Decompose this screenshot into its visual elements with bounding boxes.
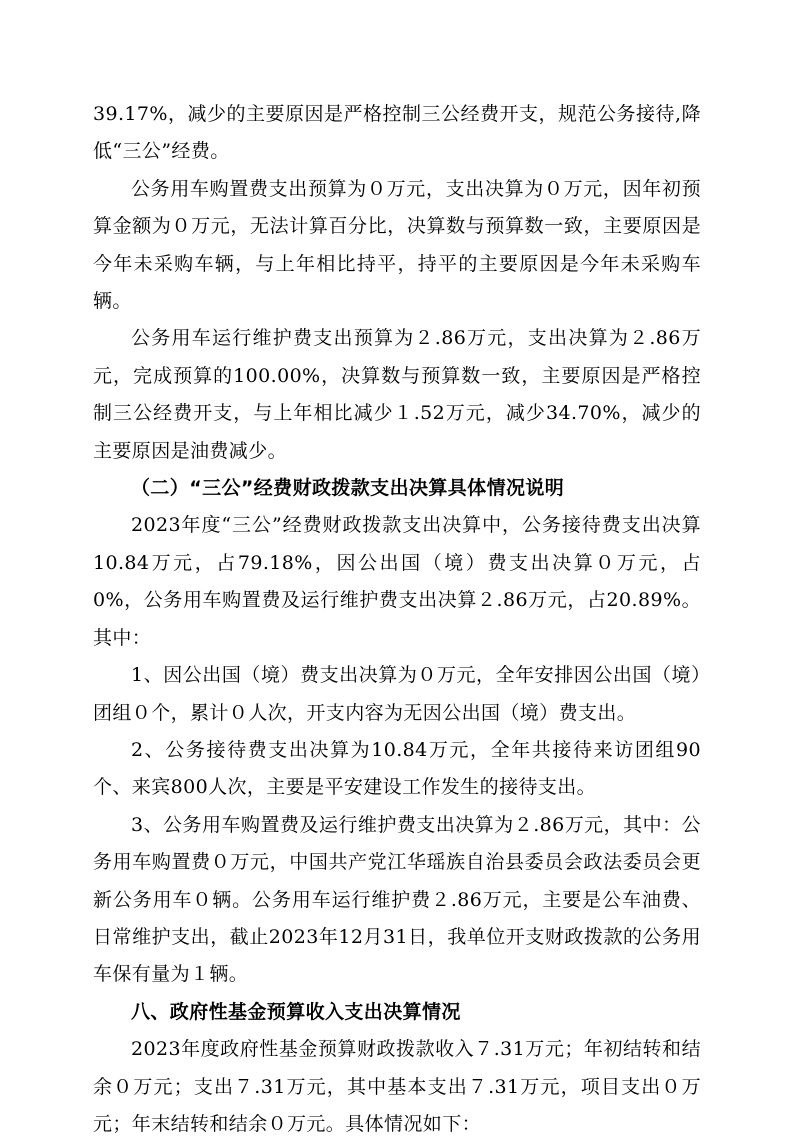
paragraph-government-fund-summary: 2023年度政府性基金预算财政拨款收入７.31万元；年初结转和结余０万元；支出７.31万元，其中基本支出７.31万元，项目支出０万元；年末结转和结余０万元。具体情况如下： — [93, 1038, 701, 1135]
paragraph-three-public-summary: 2023年度“三公”经费财政拨款支出决算中，公务接待费支出决算10.84万元，占79.18%，因公出国（境）费支出决算０万元，占0%，公务用车购置费及运行维护费支出决算２.86万元，占20.89%。其中： — [93, 514, 701, 649]
section-heading-government-fund: 八、政府性基金预算收入支出决算情况 — [131, 1000, 461, 1023]
paragraph-reception: 2、公务接待费支出决算为10.84万元，全年共接待来访团组90个、来宾800人次，主要是平安建设工作发生的接待支出。 — [93, 738, 701, 799]
paragraph-three-public-reduction-reason: 39.17%，减少的主要原因是严格控制三公经费开支，规范公务接待,降低“三公”经费。 — [93, 103, 701, 163]
paragraph-vehicle-maintenance: 公务用车运行维护费支出预算为２.86万元，支出决算为２.86万元，完成预算的100.00%，决算数与预算数一致，主要原因是严格控制三公经费开支，与上年相比减少１.52万元，减少34.70%，减少的主要原因是油费减少。 — [93, 327, 701, 462]
paragraph-vehicle-costs: 3、公务用车购置费及运行维护费支出决算为２.86万元，其中：公务用车购置费０万元，中国共产党江华瑶族自治县委员会政法委员会更新公务用车０辆。公务用车运行维护费２.86万元，主要是公车油费、日常维护支出，截止2023年12月31日，我单位开支财政拨款的公务用车保有量为１辆。 — [93, 813, 701, 986]
paragraph-overseas-travel: 1、因公出国（境）费支出决算为０万元，全年安排因公出国（境）团组０个，累计０人次，开支内容为无因公出国（境）费支出。 — [93, 664, 701, 724]
document-body — [93, 96, 701, 1143]
paragraph-vehicle-purchase: 公务用车购置费支出预算为０万元，支出决算为０万元，因年初预算金额为０万元，无法计算百分比，决算数与预算数一致，主要原因是今年未采购车辆，与上年相比持平，持平的主要原因是今年未采购车辆。 — [93, 177, 701, 313]
section-heading-three-public-details: （二）“三公”经费财政拨款支出决算具体情况说明 — [131, 477, 565, 500]
